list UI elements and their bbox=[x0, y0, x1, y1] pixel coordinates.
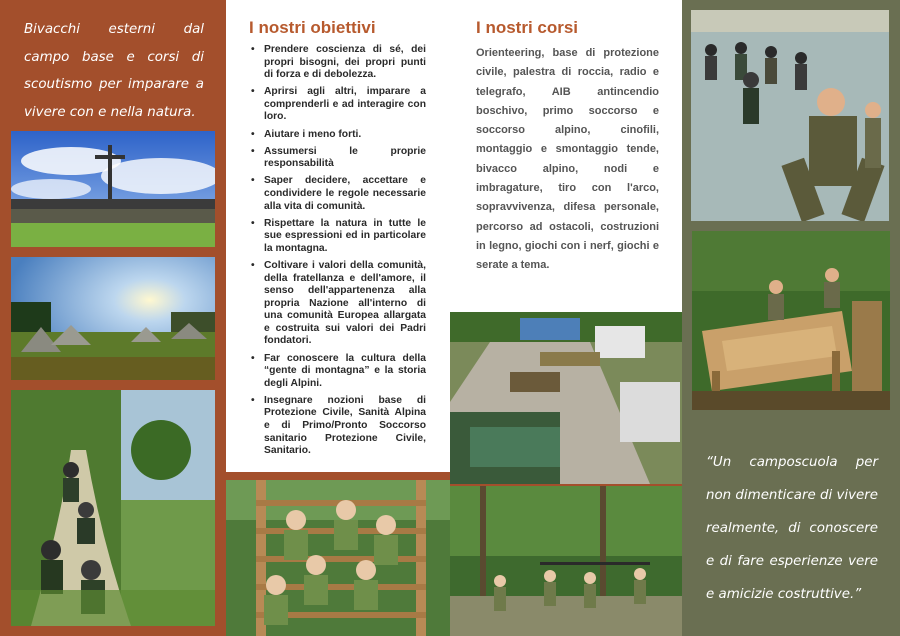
list-item: • Rispettare la natura in tutte le sue espressioni ed in particolare la montagna. bbox=[250, 218, 426, 256]
photo-obstacle-course bbox=[692, 231, 890, 410]
list-item: • Aiutare i meno forti. bbox=[250, 129, 426, 142]
list-item: • Coltivare i valori della comunità, della fratellanza e dell'amore, il senso dell'appartenenza alla propria Nazione all'interno di una comunità Europea allargata e costruita sui valori dei Padri fondatori. bbox=[250, 260, 426, 348]
list-item: • Prendere coscienza di sé, dei propri bisogni, dei propri punti di forza e di debolezza. bbox=[250, 44, 426, 82]
list-item: • Far conoscere la cultura della “gente di montagna” e la storia degli Alpini. bbox=[250, 353, 426, 391]
obiettivi-title: I nostri obiettivi bbox=[249, 18, 376, 37]
photo-tents-sunset bbox=[11, 257, 215, 380]
list-item: • Aprirsi agli altri, imparare a comprenderli e ad interagire con loro. bbox=[250, 86, 426, 124]
intro-text: Bivacchi esterni dal campo base e corsi di scoutismo per imparare a vivere con e nella natura. bbox=[24, 22, 204, 120]
photo-hikers-trail bbox=[11, 390, 215, 626]
obiettivi-list bbox=[250, 44, 426, 462]
list-item: • Assumersi le proprie responsabilità bbox=[250, 146, 426, 171]
photo-aerial-camp bbox=[450, 312, 682, 484]
photo-summit-group bbox=[11, 131, 215, 247]
photo-river-crossing bbox=[691, 10, 889, 221]
list-item: • Insegnare nozioni base di Protezione Civile, Sanità Alpina e di Primo/Pronto Soccorso sanitario Protezione Civile, Sanitario. bbox=[250, 395, 426, 458]
quote-text: “Un camposcuola per non dimenticare di vivere realmente, di conoscere e di fare esperienze vere e amicizie costruttive.” bbox=[706, 455, 878, 602]
list-item: • Saper decidere, accettare e condividere le regole necessarie alla vita di comunità. bbox=[250, 175, 426, 213]
corsi-text: Orienteering, base di protezione civile, palestra di roccia, radio e telegrafo, AIB antincendio boschivo, primo soccorso e soccorso alpino, cinofili, montaggio e smontaggio tende, bivacco alpino, nodi e imbragature, tiro con l'arco, sopravvivenza, difesa personale, percorso ad ostacoli, costruzioni in legno, giochi con i nerf, giochi e serate a tema. bbox=[476, 47, 659, 272]
photo-ladder-group bbox=[226, 480, 450, 636]
photo-forest-activity bbox=[450, 486, 682, 636]
corsi-title: I nostri corsi bbox=[476, 18, 579, 37]
